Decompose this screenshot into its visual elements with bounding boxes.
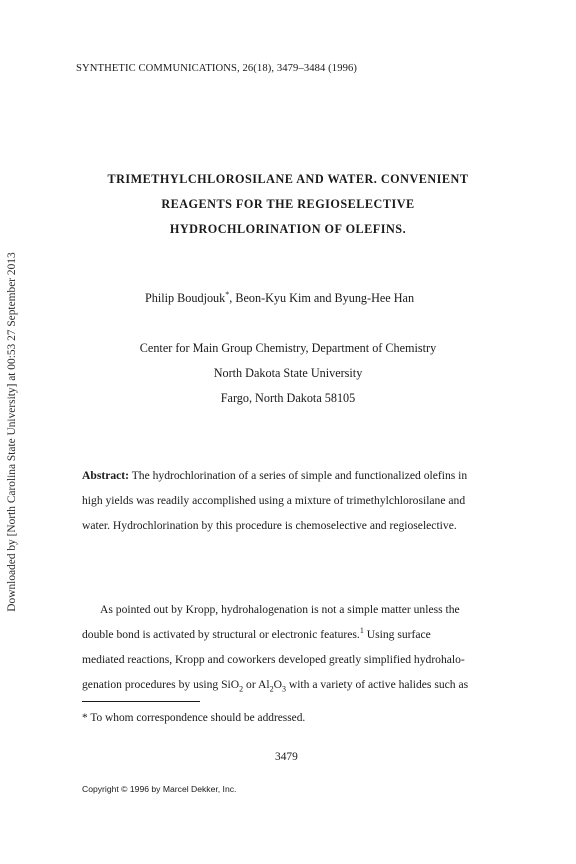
affiliation-department: Center for Main Group Chemistry, Department of Chemistry (139, 341, 437, 355)
article-title-line-2: REAGENTS FOR THE REGIOSELECTIVE (161, 197, 415, 211)
affiliation-university: North Dakota State University (213, 366, 363, 380)
abstract (82, 463, 500, 538)
article-title-line-3: HYDROCHLORINATION OF OLEFINS. (169, 222, 407, 236)
article-title-line-1: TRIMETHYLCHLOROSILANE AND WATER. CONVENIENT (107, 172, 469, 186)
footnote-divider (82, 701, 200, 702)
abstract-line-1: Abstract: The hydrochlorination of a series of simple and functionalized olefins in (82, 469, 468, 482)
author-list (145, 291, 441, 306)
body-line-3: mediated reactions, Kropp and coworkers developed greatly simplified hydrohalo- (82, 653, 465, 666)
body-line-4: genation procedures by using SiO$_2$ or $Al_2O_3$ with a variety of active halides such as (82, 678, 469, 694)
author-rest: , Beon-Kyu Kim and Byung-Hee Han (229, 291, 415, 305)
author-first: Philip Boudjouk (145, 291, 226, 305)
body-line-1: As pointed out by Kropp, hydrohalogenation is not a simple matter unless the (100, 603, 460, 616)
reference-1: 1 (359, 626, 364, 636)
abstract-line-3: water. Hydrochlorination by this procedure is chemoselective and regioselective. (82, 519, 457, 532)
abstract-label: Abstract: (82, 469, 130, 482)
page-number: 3479 (275, 751, 298, 763)
corresponding-author-mark: * (225, 289, 230, 299)
copyright-notice: Copyright © 1996 by Marcel Dekker, Inc. (82, 784, 237, 794)
footnote: * To whom correspondence should be addressed. (82, 712, 306, 724)
affiliation-address: Fargo, North Dakota 58105 (220, 391, 356, 405)
journal-header: SYNTHETIC COMMUNICATIONS, 26(18), 3479–3484 (1996) (76, 63, 358, 74)
body-line-2: double bond is activated by structural or electronic features.$^1$ Using surface (82, 626, 431, 641)
download-watermark-text: Downloaded by [North Carolina State University] at 00:53 27 September 2013 (6, 252, 18, 612)
abstract-line-2: high yields was readily accomplished using a mixture of trimethylchlorosilane and (82, 494, 466, 507)
body-paragraph (82, 597, 500, 697)
